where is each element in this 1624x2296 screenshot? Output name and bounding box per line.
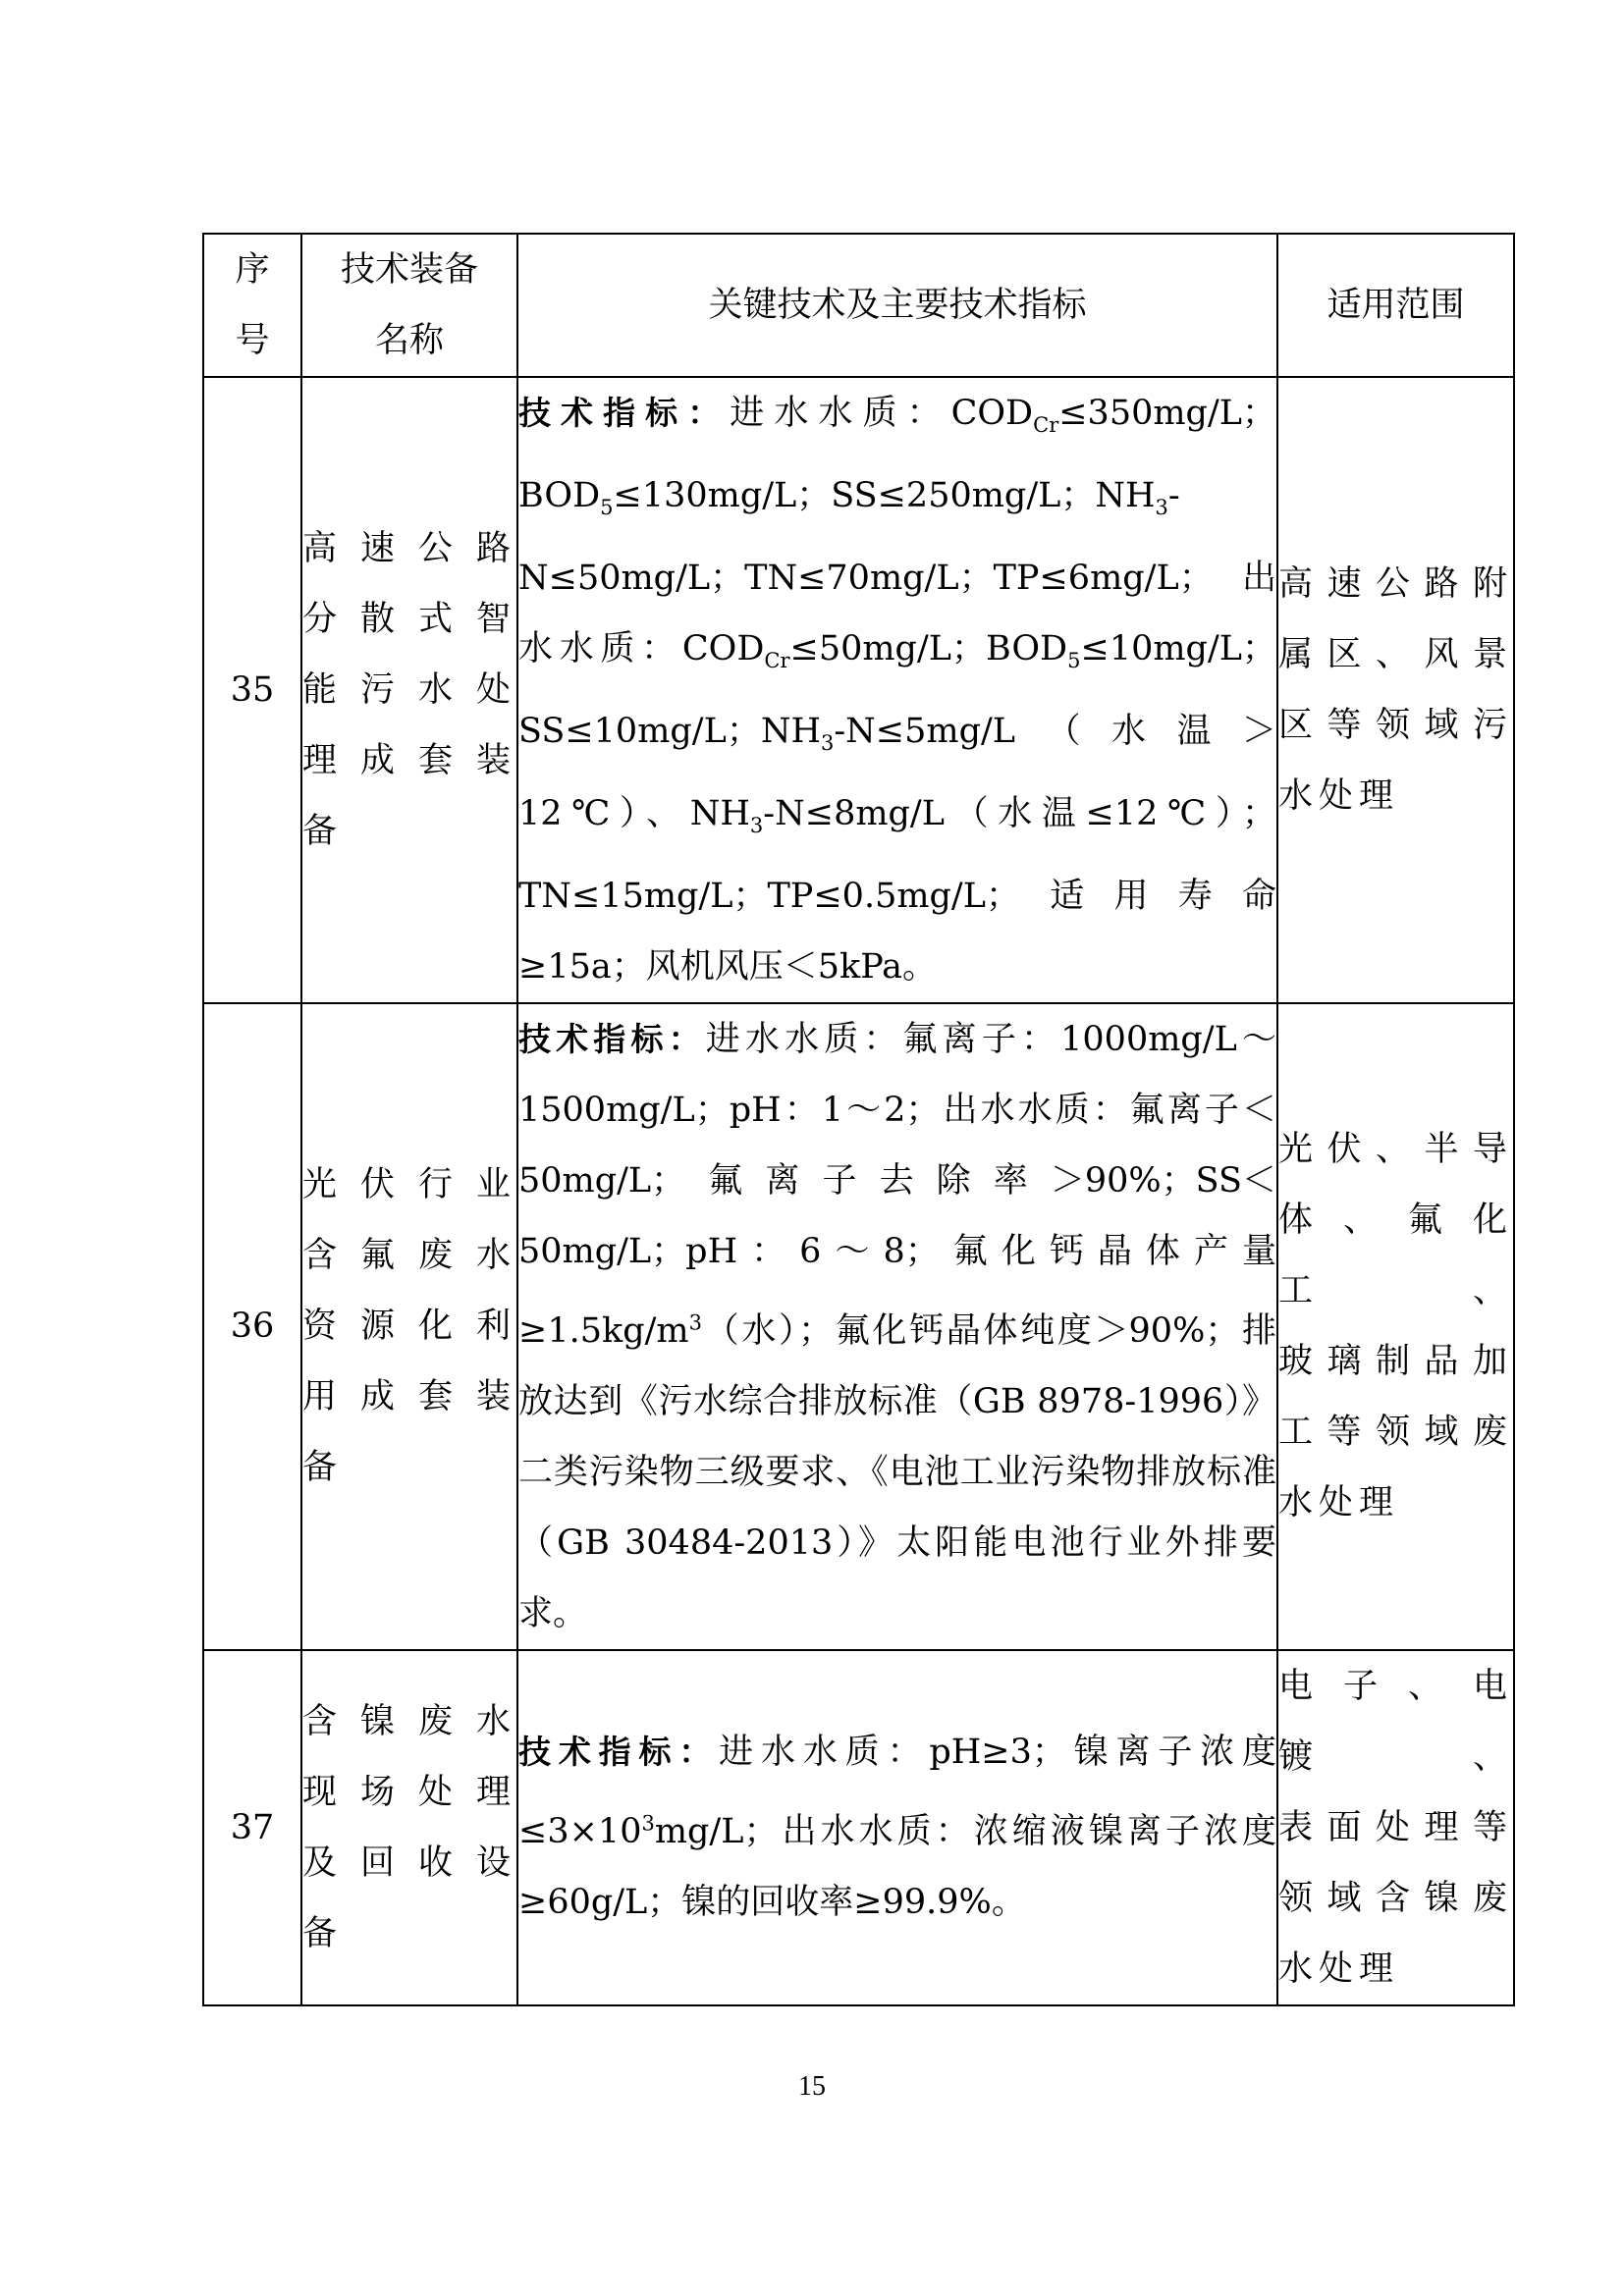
application-scope-line: 高速公路附 [1278,564,1513,604]
header-name-line1: 技术装备 [340,250,478,290]
header-key-tech: 关键技术及主要技术指标 [517,234,1277,377]
key-technology-indicators [517,1003,1277,1650]
equipment-name-line: 能污水处 [302,670,516,710]
equipment-name-line: 理成套装 [302,741,516,780]
application-scope-line: 领域含镍废 [1278,1878,1513,1918]
page-number: 15 [798,2071,826,2102]
application-scope [1277,1650,1514,2005]
application-scope-line: 区等领域污 [1278,706,1513,745]
header-name-line2: 名称 [374,321,444,360]
equipment-name-line: 及回收设 [302,1842,516,1883]
equipment-name-line: 含氟废水 [302,1236,516,1276]
header-scope: 适用范围 [1277,234,1514,377]
application-scope-line: 水处理 [1278,776,1400,816]
key-technology-indicators [517,1650,1277,2005]
technology-equipment-table [202,233,1515,2006]
equipment-name-line: 光伏行业 [302,1165,516,1205]
application-scope-line: 玻璃制品加 [1278,1342,1513,1382]
application-scope-line: 属区、风景 [1278,635,1513,674]
application-scope-line: 表面处理等 [1278,1807,1513,1847]
indicator-text: 进水水质：$COD_{Cr}\le 350mg/L$；$BOD_5\le 130mg/L$；SS≤250mg/L；$NH_3-N\le 50mg/L$；TN≤70mg/L；TP≤6mg/L；出水水质：$COD_{Cr}\le 50mg/L$；$BOD_5\le 10mg/L$；SS≤10mg/L；$NH_3-N\le 5mg/L$（水温＞12℃）、$NH_3-N\le 8mg/L$（水温≤12℃）；TN≤15mg/L；TP≤0.5mg/L；适用寿命≥15a；风机风压＜5kPa。 [518,394,1276,987]
application-scope-line: 水处理 [1278,1483,1400,1523]
equipment-name-line: 备 [302,812,344,851]
row-number: 36 [203,1003,301,1650]
equipment-name-line: 高速公路 [302,529,516,568]
table-row [203,1650,1514,2005]
equipment-name [301,377,517,1003]
application-scope-line: 光伏、半导 [1278,1130,1513,1170]
equipment-name-line: 含镍废水 [302,1701,516,1741]
key-technology-indicators [517,377,1277,1003]
indicator-label: 技术指标： [518,394,731,432]
indicator-text: 进水水质：pH≥3；镍离子浓度$\le 3\times 10^3mg/L$；出水水质：浓缩液镍离子浓度≥60g/L；镍的回收率≥99.9%。 [518,1733,1276,1922]
equipment-name-line: 资源化利 [302,1307,516,1347]
equipment-name-line: 用成套装 [302,1377,516,1417]
application-scope-line: 体、氟化工、 [1278,1201,1513,1311]
row-number: 35 [203,377,301,1003]
header-no-line1: 序 [235,250,270,290]
equipment-name [301,1650,517,2005]
application-scope-line: 电子、电镀、 [1278,1666,1513,1777]
table-header-row [203,234,1514,377]
equipment-name-line: 备 [302,1913,344,1953]
application-scope-line: 工等领域废 [1278,1413,1513,1453]
table-row [203,377,1514,1003]
application-scope [1277,377,1514,1003]
table-body [203,377,1514,2005]
equipment-name-line: 分散式智 [302,600,516,639]
table-row [203,1003,1514,1650]
indicator-label: 技术指标： [518,1733,720,1772]
indicator-text: 进水水质：氟离子：1000mg/L～1500mg/L；pH：1～2；出水水质：氟离子＜50mg/L；氟离子去除率＞90%；SS＜50mg/L；pH：6～8；氟化钙晶体产量$\ge 1.5kg/m^3$（水）；氟化钙晶体纯度＞90%；排放达到《污水综合排放标准（GB 8978-1996）》二类污染物三级要求、《电池工业污染物排放标准（GB 30484-2013）》太阳能电池行业外排要求。 [518,1020,1276,1633]
equipment-name [301,1003,517,1650]
row-number: 37 [203,1650,301,2005]
application-scope [1277,1003,1514,1650]
equipment-name-line: 现场处理 [302,1772,516,1812]
header-no-line2: 号 [235,321,270,360]
equipment-name-line: 备 [302,1448,344,1488]
indicator-label: 技术指标： [518,1020,706,1058]
application-scope-line: 水处理 [1278,1949,1400,1989]
header-name [301,234,517,377]
header-no [203,234,301,377]
